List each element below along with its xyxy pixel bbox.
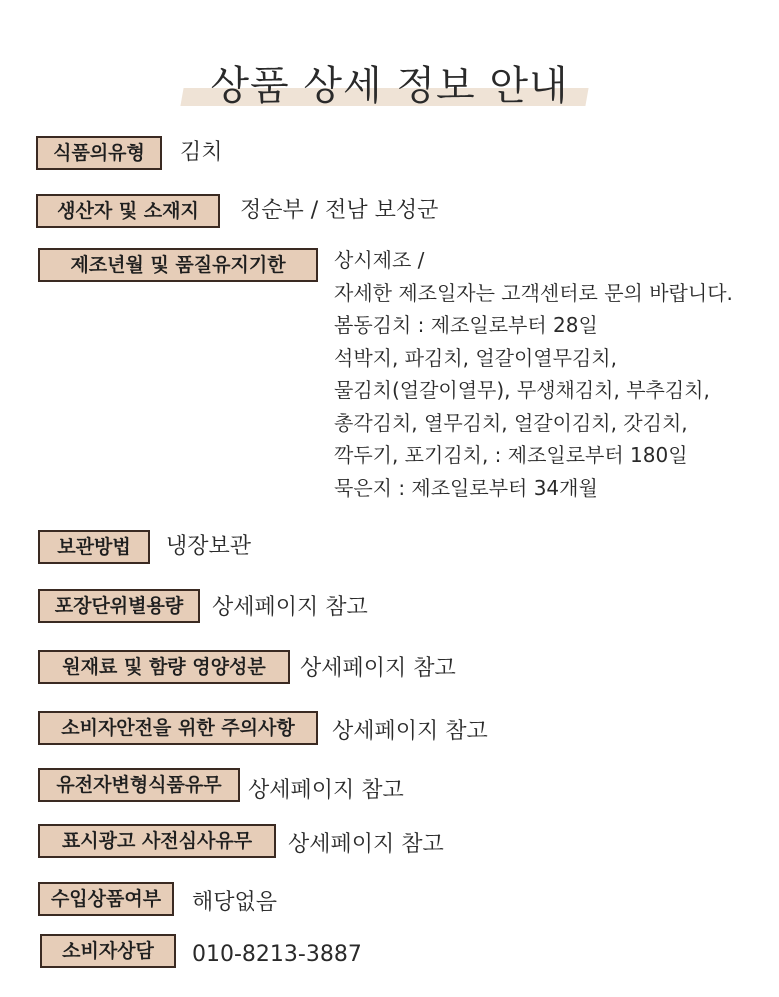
manufacture-label: 제조년월 및 품질유지기한 (38, 248, 318, 282)
safety-value: 상세페이지 참고 (332, 719, 488, 744)
storage-value: 냉장보관 (166, 534, 252, 559)
manufacture-line: 깍두기, 포기김치, : 제조일로부터 180일 (334, 443, 688, 467)
manufacture-line: 석박지, 파김치, 얼갈이열무김치, (334, 345, 617, 370)
consult-label: 소비자상담 (40, 934, 176, 968)
ingredients-label: 원재료 및 함량 영양성분 (38, 650, 290, 684)
manufacture-line: 물김치(얼갈이열무), 무생채김치, 부추김치, (334, 378, 710, 402)
ingredients-value: 상세페이지 참고 (300, 656, 456, 681)
package-label: 포장단위별용량 (38, 589, 200, 623)
food-type-value: 김치 (180, 140, 223, 165)
gmo-label: 유전자변형식품유무 (38, 768, 240, 802)
manufacture-details (334, 244, 733, 504)
ad-review-value: 상세페이지 참고 (288, 832, 444, 857)
manufacture-line: 총각김치, 열무김치, 얼갈이김치, 갓김치, (334, 410, 688, 435)
safety-label: 소비자안전을 위한 주의사항 (38, 711, 318, 745)
consult-value: 010-8213-3887 (192, 942, 362, 967)
ad-review-label: 표시광고 사전심사유무 (38, 824, 276, 858)
storage-label: 보관방법 (38, 530, 150, 564)
package-value: 상세페이지 참고 (212, 595, 368, 620)
page-title: 상품 상세 정보 안내 (210, 63, 569, 109)
food-type-label: 식품의유형 (36, 136, 162, 170)
import-value: 해당없음 (192, 890, 278, 915)
producer-label: 생산자 및 소재지 (36, 194, 220, 228)
gmo-value: 상세페이지 참고 (248, 778, 404, 803)
manufacture-line: 묵은지 : 제조일로부터 34개월 (334, 475, 598, 500)
manufacture-line: 상시제조 / (334, 248, 425, 272)
manufacture-line: 자세한 제조일자는 고객센터로 문의 바랍니다. (334, 280, 733, 305)
manufacture-line: 봄동김치 : 제조일로부터 28일 (334, 313, 598, 337)
title-area (0, 48, 779, 118)
producer-value: 정순부 / 전남 보성군 (240, 198, 439, 223)
import-label: 수입상품여부 (38, 882, 174, 916)
